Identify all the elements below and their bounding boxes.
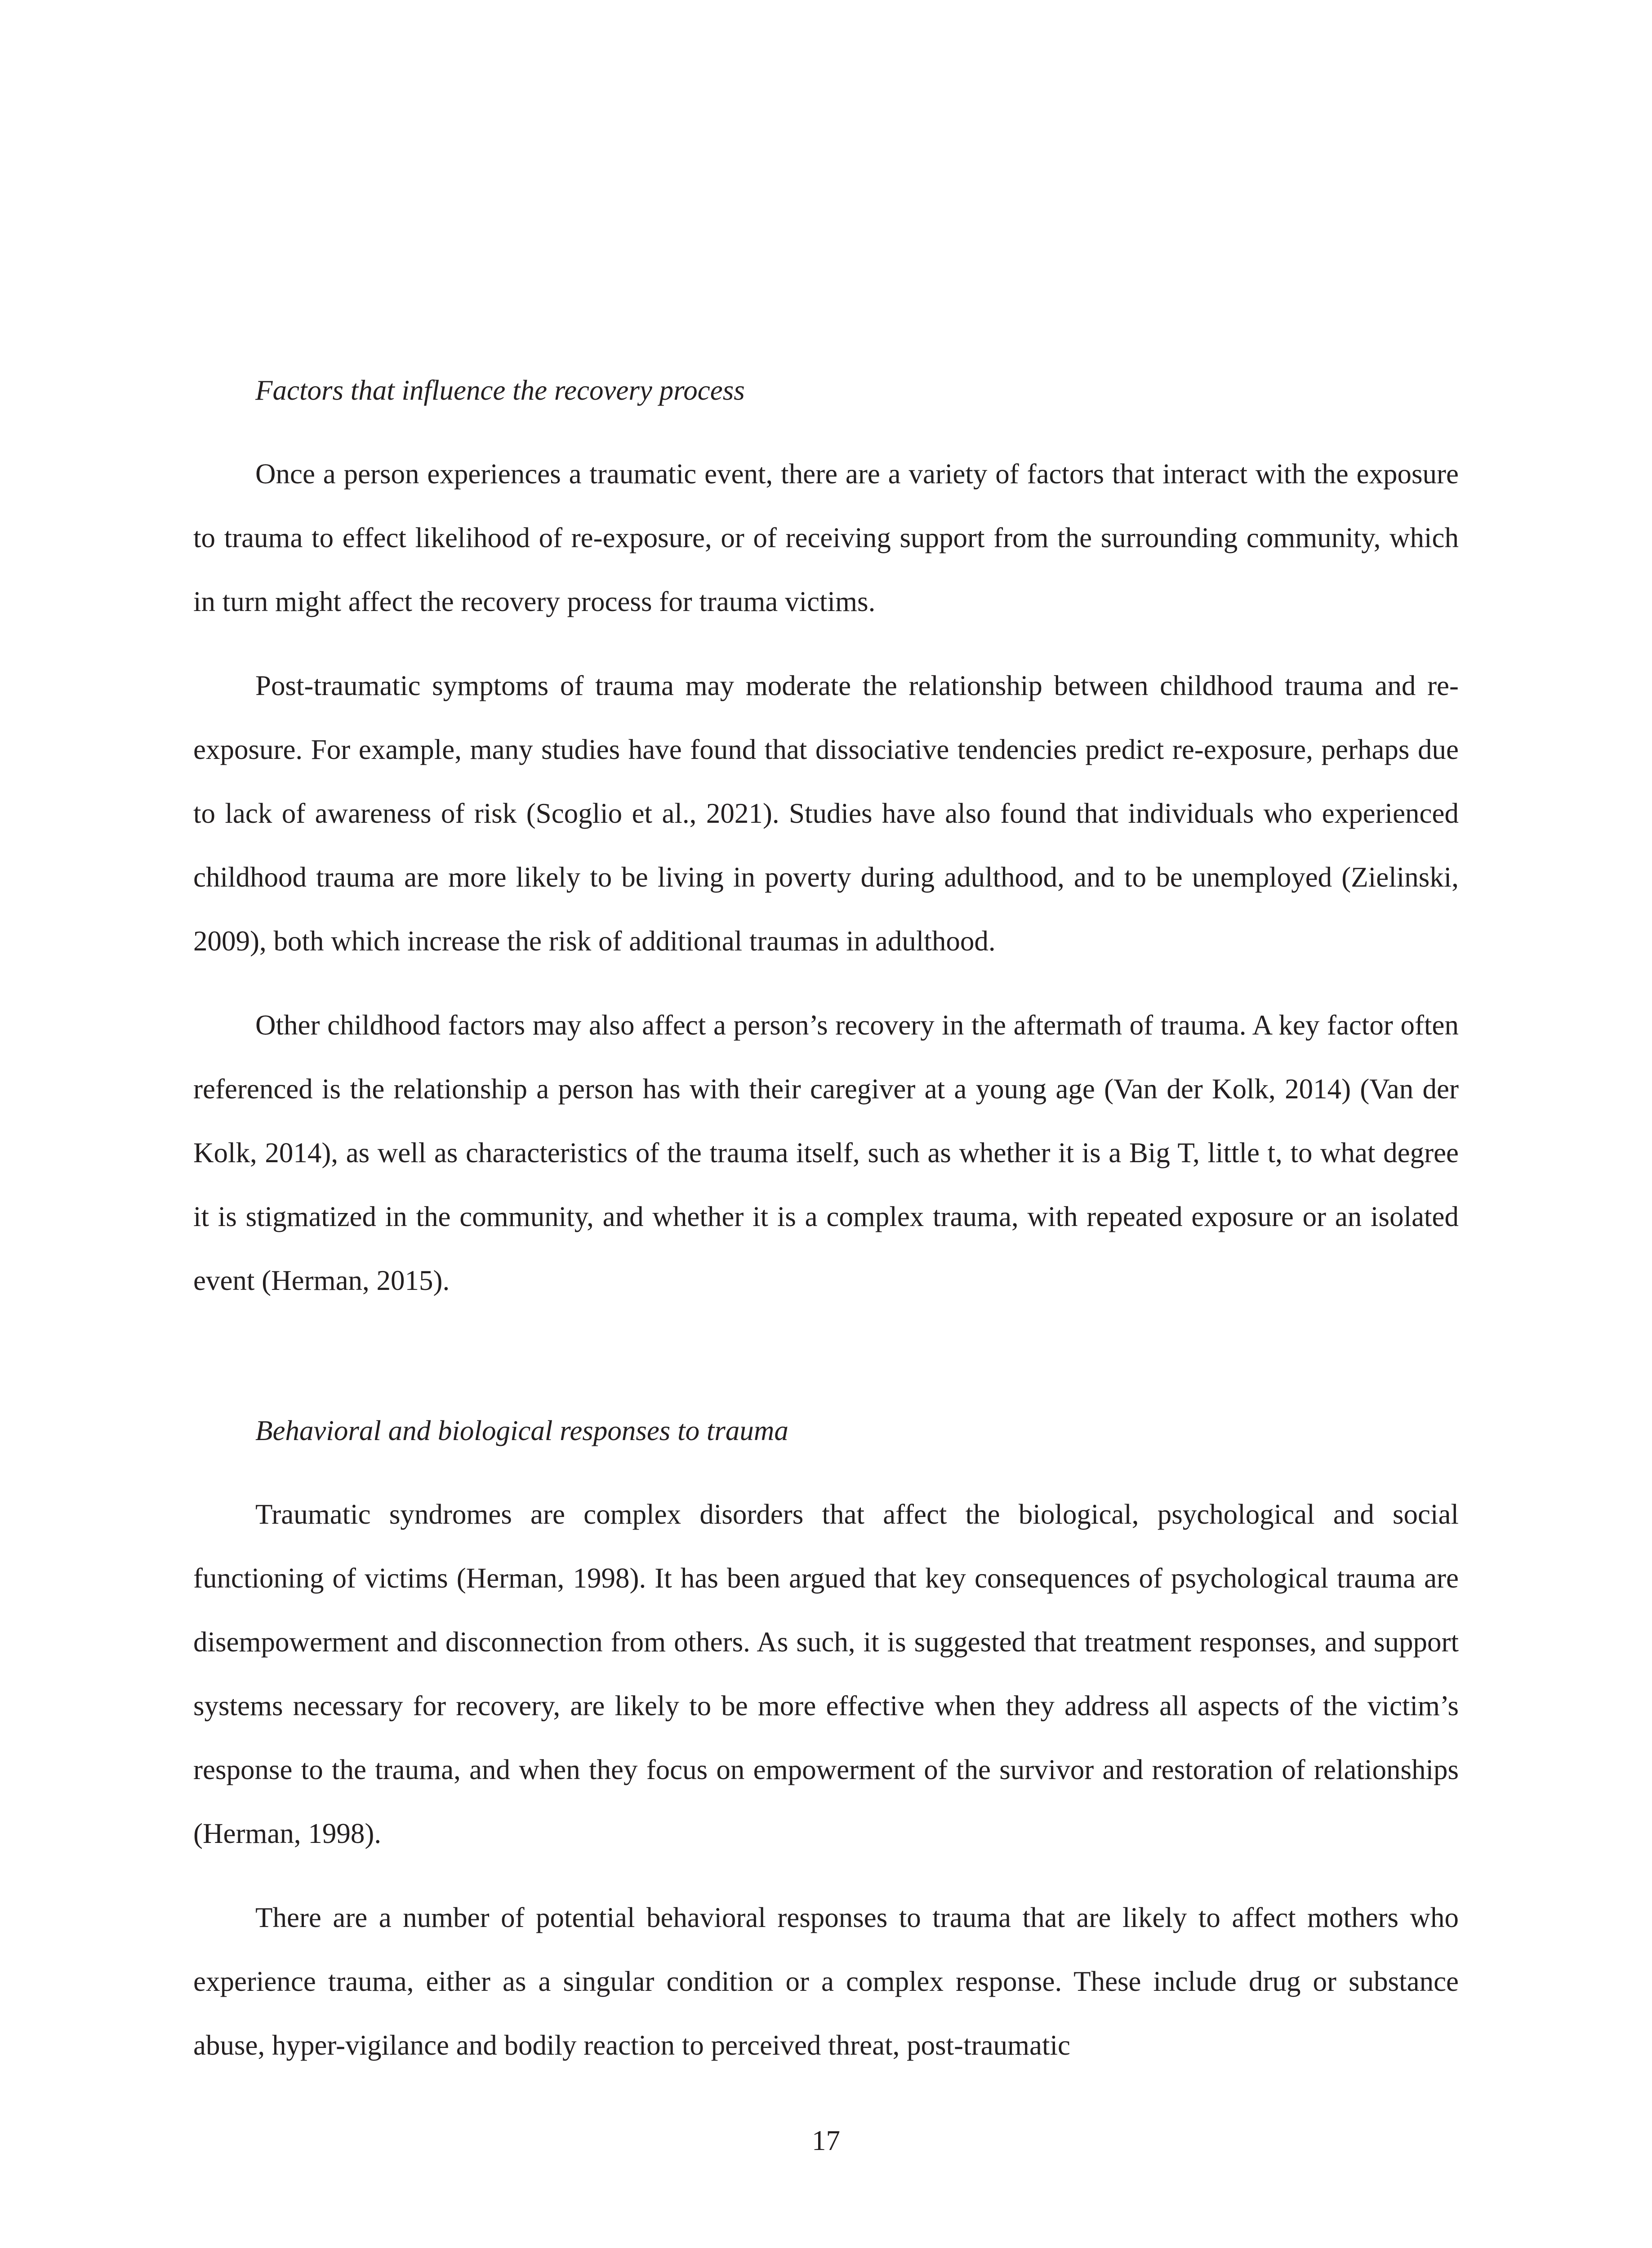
paragraph-behavioral-responses: There are a number of potential behavioral responses to trauma that are likely to affect mothers who experience trauma, either as a singular condition or a complex response. These include drug or substance abuse, hyper-vigilance and bodily reaction to perceived threat, post-traumatic [193,1902,1459,2061]
section-heading-recovery-factors: Factors that influence the recovery process [255,375,745,406]
section-heading-behavioral-responses: Behavioral and biological responses to trauma [255,1415,788,1446]
section-body-recovery-factors [193,442,1459,1312]
paragraph-post-traumatic-symptoms: Post-traumatic symptoms of trauma may moderate the relationship between childhood trauma and re-exposure. For example, many studies have found that dissociative tendencies predict re-exposure, perhaps due to lack of awareness of risk (Scoglio et al., 2021). Studies have also found that individuals who experienced childhood trauma are more likely to be living in poverty during adulthood, and to be unemployed (Zielinski, 2009), both which increase the risk of additional traumas in adulthood. [193,670,1459,957]
section-body-behavioral-responses [193,1482,1459,2077]
paragraph-recovery-intro: Once a person experiences a traumatic event, there are a variety of factors that interact with the exposure to trauma to effect likelihood of re-exposure, or of receiving support from the surrounding community, which in turn might affect the recovery process for trauma victims. [193,458,1459,617]
paragraph-childhood-factors: Other childhood factors may also affect a person’s recovery in the aftermath of trauma. A key factor often referenced is the relationship a person has with their caregiver at a young age (Van der Kolk, 2014) (Van der Kolk, 2014), as well as characteristics of the trauma itself, such as whether it is a Big T, little t, to what degree it is stigmatized in the community, and whether it is a complex trauma, with repeated exposure or an isolated event (Herman, 2015). [193,1009,1459,1296]
page-number: 17 [812,2125,840,2156]
paragraph-traumatic-syndromes: Traumatic syndromes are complex disorders that affect the biological, psychological and social functioning of victims (Herman, 1998). It has been argued that key consequences of psychological trauma are disempowerment and disconnection from others. As such, it is suggested that treatment responses, and support systems necessary for recovery, are likely to be more effective when they address all aspects of the victim’s response to the trauma, and when they focus on empowerment of the survivor and restoration of relationships (Herman, 1998). [193,1499,1459,1849]
